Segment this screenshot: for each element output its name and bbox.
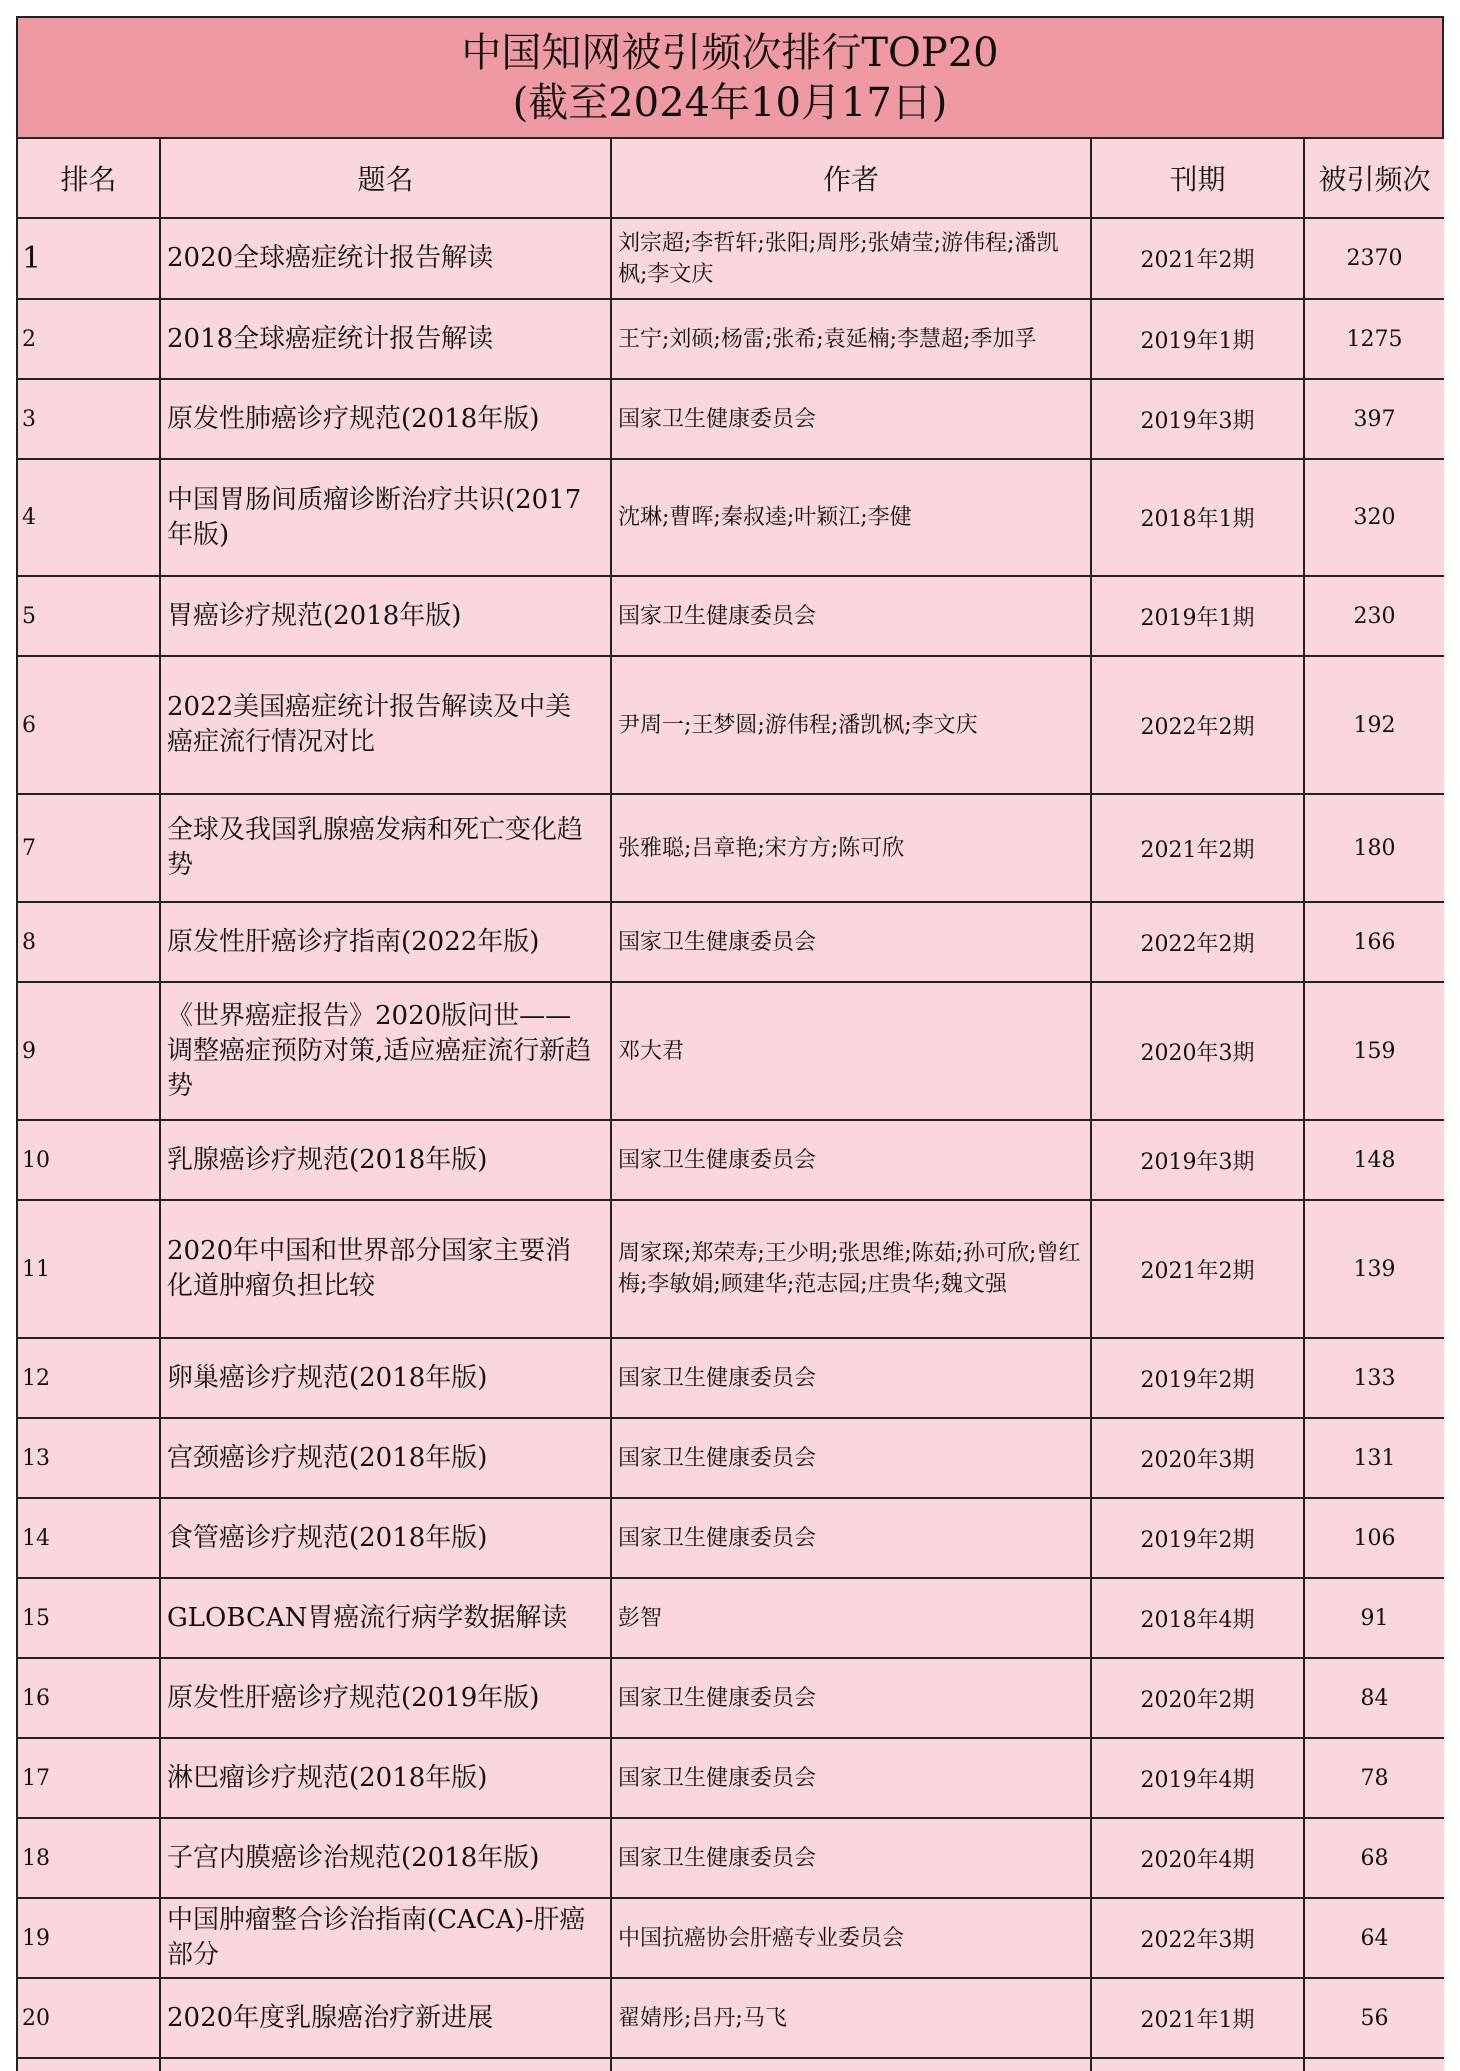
issue-cell: 2018年4期 [1091, 1578, 1304, 1658]
authors-cell: 刘宗超;李哲轩;张阳;周彤;张婧莹;游伟程;潘凯枫;李文庆 [611, 218, 1091, 299]
table-row [17, 218, 1444, 299]
issue-cell: 2019年1期 [1091, 576, 1304, 656]
table-row [17, 656, 1444, 794]
title-cell: 2020年度乳腺癌治疗新进展 [160, 1978, 611, 2058]
title-cell: 食管癌诊疗规范(2018年版) [160, 1498, 611, 1578]
cites-cell: 64 [1304, 1898, 1444, 1978]
authors-cell: 国家卫生健康委员会 [611, 1120, 1091, 1200]
rank-cell: 20 [17, 1978, 160, 2058]
table-row [17, 299, 1444, 379]
table-row [17, 982, 1444, 1120]
table-row-partial [17, 2058, 1444, 2071]
table-row [17, 576, 1444, 656]
title-cell: 乳腺癌诊疗规范(2018年版) [160, 1120, 611, 1200]
ranking-sheet [16, 16, 1444, 2071]
rank-cell: 14 [17, 1498, 160, 1578]
rank-cell: 7 [17, 794, 160, 902]
issue-cell: 2022年2期 [1091, 656, 1304, 794]
title-cell: 原发性肝癌诊疗指南(2022年版) [160, 902, 611, 982]
rank-cell: 13 [17, 1418, 160, 1498]
issue-cell: 2021年2期 [1091, 1200, 1304, 1338]
table-row [17, 1978, 1444, 2058]
cites-cell: 133 [1304, 1338, 1444, 1418]
cites-cell: 320 [1304, 459, 1444, 576]
empty-cell [160, 2058, 611, 2071]
table-row [17, 1818, 1444, 1898]
issue-cell: 2019年3期 [1091, 1120, 1304, 1200]
authors-cell: 国家卫生健康委员会 [611, 1498, 1091, 1578]
table-row [17, 1738, 1444, 1818]
authors-cell: 国家卫生健康委员会 [611, 1658, 1091, 1738]
table-row [17, 1200, 1444, 1338]
title-cell: 2022美国癌症统计报告解读及中美癌症流行情况对比 [160, 656, 611, 794]
table-row [17, 379, 1444, 459]
authors-cell: 中国抗癌协会肝癌专业委员会 [611, 1898, 1091, 1978]
rank-cell: 10 [17, 1120, 160, 1200]
cites-cell: 68 [1304, 1818, 1444, 1898]
header-issue: 刊期 [1091, 138, 1304, 218]
issue-cell: 2019年2期 [1091, 1338, 1304, 1418]
title-cell: 中国胃肠间质瘤诊断治疗共识(2017年版) [160, 459, 611, 576]
rank-cell: 9 [17, 982, 160, 1120]
title-cell: 宫颈癌诊疗规范(2018年版) [160, 1418, 611, 1498]
header-title: 题名 [160, 138, 611, 218]
title-cell: 2020全球癌症统计报告解读 [160, 218, 611, 299]
authors-cell: 国家卫生健康委员会 [611, 1418, 1091, 1498]
cites-cell: 139 [1304, 1200, 1444, 1338]
issue-cell: 2018年1期 [1091, 459, 1304, 576]
empty-cell [1304, 2058, 1444, 2071]
title-cell: 全球及我国乳腺癌发病和死亡变化趋势 [160, 794, 611, 902]
issue-cell: 2019年4期 [1091, 1738, 1304, 1818]
issue-cell: 2022年2期 [1091, 902, 1304, 982]
authors-cell: 国家卫生健康委员会 [611, 1818, 1091, 1898]
authors-cell: 周家琛;郑荣寿;王少明;张思维;陈茹;孙可欣;曾红梅;李敏娟;顾建华;范志园;庄贵华;魏文强 [611, 1200, 1091, 1338]
cites-cell: 56 [1304, 1978, 1444, 2058]
cites-cell: 106 [1304, 1498, 1444, 1578]
table-row [17, 1418, 1444, 1498]
issue-cell: 2021年2期 [1091, 218, 1304, 299]
table-row [17, 1120, 1444, 1200]
cites-cell: 397 [1304, 379, 1444, 459]
issue-cell: 2020年3期 [1091, 1418, 1304, 1498]
rank-cell: 15 [17, 1578, 160, 1658]
empty-cell [17, 2058, 160, 2071]
title-cell: 2020年中国和世界部分国家主要消化道肿瘤负担比较 [160, 1200, 611, 1338]
empty-cell [611, 2058, 1091, 2071]
citation-table [16, 137, 1444, 2071]
title-line-1: 中国知网被引频次排行TOP20 [461, 29, 999, 76]
title-cell: 原发性肺癌诊疗规范(2018年版) [160, 379, 611, 459]
rank-cell: 19 [17, 1898, 160, 1978]
issue-cell: 2020年2期 [1091, 1658, 1304, 1738]
header-cites: 被引频次 [1304, 138, 1444, 218]
rank-cell: 5 [17, 576, 160, 656]
table-row [17, 1498, 1444, 1578]
cites-cell: 192 [1304, 656, 1444, 794]
table-row [17, 1338, 1444, 1418]
cites-cell: 91 [1304, 1578, 1444, 1658]
issue-cell: 2019年3期 [1091, 379, 1304, 459]
rank-cell: 16 [17, 1658, 160, 1738]
cites-cell: 180 [1304, 794, 1444, 902]
authors-cell: 国家卫生健康委员会 [611, 576, 1091, 656]
authors-cell: 国家卫生健康委员会 [611, 902, 1091, 982]
rank-cell: 6 [17, 656, 160, 794]
issue-cell: 2020年3期 [1091, 982, 1304, 1120]
authors-cell: 王宁;刘硕;杨雷;张希;袁延楠;李慧超;季加孚 [611, 299, 1091, 379]
table-title [16, 16, 1444, 139]
title-cell: 淋巴瘤诊疗规范(2018年版) [160, 1738, 611, 1818]
title-cell: 《世界癌症报告》2020版问世——调整癌症预防对策,适应癌症流行新趋势 [160, 982, 611, 1120]
cites-cell: 78 [1304, 1738, 1444, 1818]
issue-cell: 2021年2期 [1091, 794, 1304, 902]
table-row [17, 902, 1444, 982]
header-row [17, 138, 1444, 218]
rank-cell: 12 [17, 1338, 160, 1418]
title-cell: GLOBCAN胃癌流行病学数据解读 [160, 1578, 611, 1658]
authors-cell: 国家卫生健康委员会 [611, 1738, 1091, 1818]
table-row [17, 459, 1444, 576]
issue-cell: 2022年3期 [1091, 1898, 1304, 1978]
header-author: 作者 [611, 138, 1091, 218]
authors-cell: 尹周一;王梦圆;游伟程;潘凯枫;李文庆 [611, 656, 1091, 794]
rank-cell: 18 [17, 1818, 160, 1898]
cites-cell: 148 [1304, 1120, 1444, 1200]
authors-cell: 翟婧彤;吕丹;马飞 [611, 1978, 1091, 2058]
rank-cell: 4 [17, 459, 160, 576]
authors-cell: 邓大君 [611, 982, 1091, 1120]
cites-cell: 1275 [1304, 299, 1444, 379]
empty-cell [1091, 2058, 1304, 2071]
authors-cell: 彭智 [611, 1578, 1091, 1658]
table-row [17, 1898, 1444, 1978]
cites-cell: 2370 [1304, 218, 1444, 299]
authors-cell: 国家卫生健康委员会 [611, 379, 1091, 459]
table-row [17, 1578, 1444, 1658]
title-cell: 子宫内膜癌诊治规范(2018年版) [160, 1818, 611, 1898]
title-cell: 卵巢癌诊疗规范(2018年版) [160, 1338, 611, 1418]
rank-cell: 17 [17, 1738, 160, 1818]
issue-cell: 2020年4期 [1091, 1818, 1304, 1898]
issue-cell: 2019年1期 [1091, 299, 1304, 379]
authors-cell: 国家卫生健康委员会 [611, 1338, 1091, 1418]
cites-cell: 230 [1304, 576, 1444, 656]
issue-cell: 2019年2期 [1091, 1498, 1304, 1578]
title-cell: 中国肿瘤整合诊治指南(CACA)-肝癌部分 [160, 1898, 611, 1978]
title-cell: 原发性肝癌诊疗规范(2019年版) [160, 1658, 611, 1738]
title-line-2: (截至2024年10月17日) [512, 79, 948, 126]
rank-cell: 1 [17, 218, 160, 299]
cites-cell: 84 [1304, 1658, 1444, 1738]
rank-cell: 3 [17, 379, 160, 459]
rank-cell: 2 [17, 299, 160, 379]
title-cell: 胃癌诊疗规范(2018年版) [160, 576, 611, 656]
title-cell: 2018全球癌症统计报告解读 [160, 299, 611, 379]
cites-cell: 166 [1304, 902, 1444, 982]
authors-cell: 张雅聪;吕章艳;宋方方;陈可欣 [611, 794, 1091, 902]
header-rank: 排名 [17, 138, 160, 218]
rank-cell: 11 [17, 1200, 160, 1338]
table-row [17, 1658, 1444, 1738]
rank-cell: 8 [17, 902, 160, 982]
table-row [17, 794, 1444, 902]
issue-cell: 2021年1期 [1091, 1978, 1304, 2058]
authors-cell: 沈琳;曹晖;秦叔逵;叶颖江;李健 [611, 459, 1091, 576]
cites-cell: 131 [1304, 1418, 1444, 1498]
cites-cell: 159 [1304, 982, 1444, 1120]
